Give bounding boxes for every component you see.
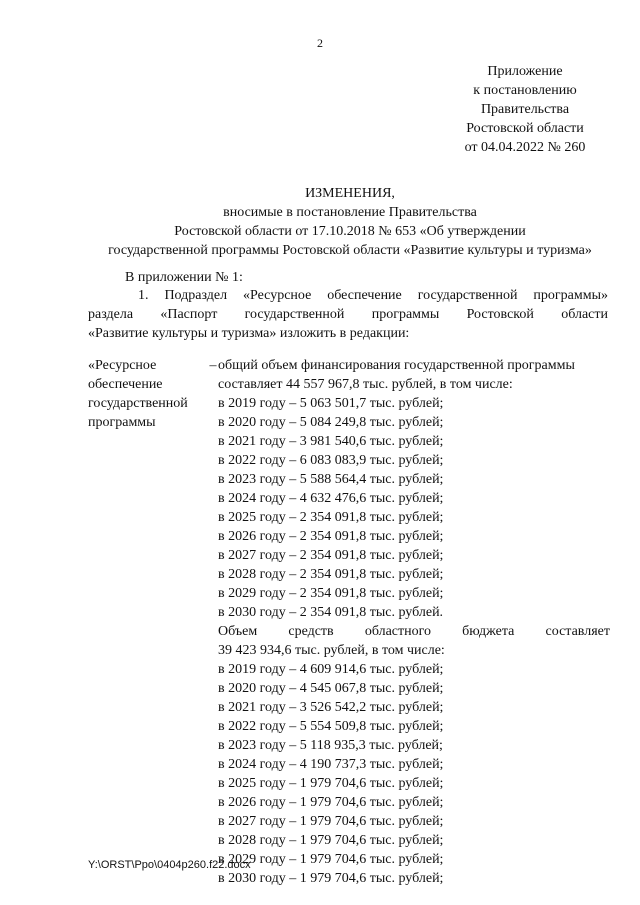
item-1-paragraph xyxy=(88,286,608,343)
file-path-footer: Y:\ORST\Ppo\0404p260.f22.docx xyxy=(88,859,251,871)
appendix-line: к постановлению xyxy=(473,83,577,98)
total-year-item: в 2023 году – 5 588 564,4 тыс. рублей; xyxy=(218,472,444,487)
document-subtitle-line: вносимые в постановление Правительства xyxy=(223,205,477,220)
regional-year-item: в 2024 году – 4 190 737,3 тыс. рублей; xyxy=(218,757,444,772)
intro-paragraph: В приложении № 1: xyxy=(125,270,243,285)
resource-label xyxy=(88,356,208,432)
item-1-line: раздела «Паспорт государственной программы Ростовской области xyxy=(88,307,608,322)
regional-year-item: в 2025 году – 1 979 704,6 тыс. рублей; xyxy=(218,776,444,791)
total-line: общий объем финансирования государственной программы xyxy=(218,358,575,373)
total-year-item: в 2024 году – 4 632 476,6 тыс. рублей; xyxy=(218,491,444,506)
total-line: составляет 44 557 967,8 тыс. рублей, в том числе: xyxy=(218,377,513,392)
appendix-line: Приложение xyxy=(487,64,563,79)
regional-year-item: в 2019 году – 4 609 914,6 тыс. рублей; xyxy=(218,662,444,677)
regional-year-item: в 2026 году – 1 979 704,6 тыс. рублей; xyxy=(218,795,444,810)
total-year-item: в 2020 году – 5 084 249,8 тыс. рублей; xyxy=(218,415,444,430)
document-subtitle-line: Ростовской области от 17.10.2018 № 653 «Об утверждении xyxy=(174,224,526,239)
regional-year-item: в 2023 году – 5 118 935,3 тыс. рублей; xyxy=(218,738,443,753)
item-1-line: 1. Подраздел «Ресурсное обеспечение государственной программы» xyxy=(138,288,608,303)
item-1-line: «Развитие культуры и туризма» изложить в редакции: xyxy=(88,326,410,341)
total-year-item: в 2030 году – 2 354 091,8 тыс. рублей. xyxy=(218,605,444,620)
total-by-year-list xyxy=(218,394,610,622)
total-year-item: в 2029 году – 2 354 091,8 тыс. рублей; xyxy=(218,586,444,601)
appendix-line: от 04.04.2022 № 260 xyxy=(464,140,586,155)
regional-year-item: в 2028 году – 1 979 704,6 тыс. рублей; xyxy=(218,833,444,848)
total-year-item: в 2027 году – 2 354 091,8 тыс. рублей; xyxy=(218,548,444,563)
total-year-item: в 2025 году – 2 354 091,8 тыс. рублей; xyxy=(218,510,444,525)
regional-year-item: в 2027 году – 1 979 704,6 тыс. рублей; xyxy=(218,814,444,829)
resource-label-line: программы xyxy=(88,415,156,430)
regional-year-item: в 2030 году – 1 979 704,6 тыс. рублей; xyxy=(218,871,444,886)
document-title-block xyxy=(60,184,640,260)
resource-label-line: государственной xyxy=(88,396,188,411)
regional-line: Объем средств областного бюджета составляет xyxy=(218,624,610,639)
regional-line: 39 423 934,6 тыс. рублей, в том числе: xyxy=(218,643,445,658)
total-year-item: в 2021 году – 3 981 540,6 тыс. рублей; xyxy=(218,434,444,449)
resource-label-line: «Ресурсное xyxy=(88,358,157,373)
appendix-header xyxy=(440,62,610,157)
regional-by-year-list xyxy=(218,660,610,888)
resource-values xyxy=(218,356,610,888)
total-year-item: в 2026 году – 2 354 091,8 тыс. рублей; xyxy=(218,529,444,544)
resource-label-line: обеспечение xyxy=(88,377,163,392)
document-title: ИЗМЕНЕНИЯ, xyxy=(305,186,395,201)
total-year-item: в 2022 году – 6 083 083,9 тыс. рублей; xyxy=(218,453,444,468)
regional-year-item: в 2020 году – 4 545 067,8 тыс. рублей; xyxy=(218,681,444,696)
regional-year-item: в 2022 году – 5 554 509,8 тыс. рублей; xyxy=(218,719,444,734)
appendix-line: Правительства xyxy=(480,102,570,117)
document-subtitle-line: государственной программы Ростовской области «Развитие культуры и туризма» xyxy=(108,243,592,258)
page-number: 2 xyxy=(317,36,323,50)
appendix-line: Ростовской области xyxy=(466,121,584,136)
regional-year-item: в 2029 году – 1 979 704,6 тыс. рублей; xyxy=(218,852,444,867)
regional-year-item: в 2021 году – 3 526 542,2 тыс. рублей; xyxy=(218,700,444,715)
total-year-item: в 2019 году – 5 063 501,7 тыс. рублей; xyxy=(218,396,444,411)
table-dash: – xyxy=(209,358,217,373)
total-year-item: в 2028 году – 2 354 091,8 тыс. рублей; xyxy=(218,567,444,582)
